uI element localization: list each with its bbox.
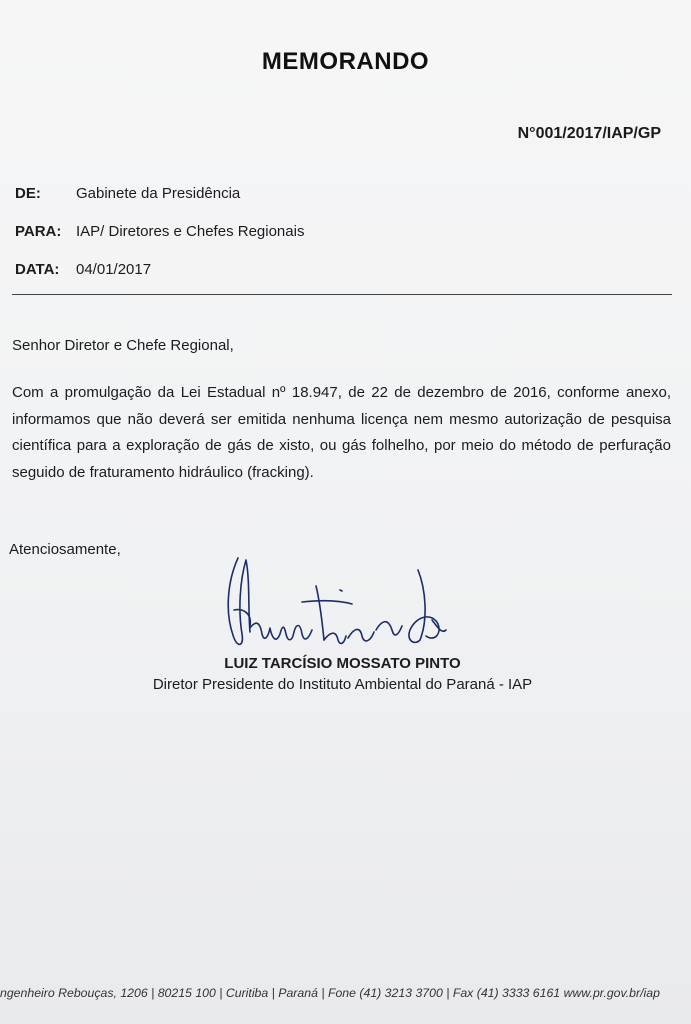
header-from [15, 185, 240, 202]
from-value: Gabinete da Presidência [76, 185, 241, 202]
memo-number: N°001/2017/IAP/GP [517, 125, 661, 142]
date-label: DATA: [15, 261, 60, 278]
date-value: 04/01/2017 [76, 261, 152, 278]
handwritten-signature [220, 550, 460, 665]
header-date [15, 261, 151, 278]
closing: Atenciosamente, [9, 541, 121, 558]
header-to [15, 223, 304, 240]
header-divider [12, 294, 672, 295]
signer-title-text: Diretor Presidente do Instituto Ambiental do Paraná - IAP [152, 676, 533, 693]
signer-name-text: LUIZ TARCÍSIO MOSSATO PINTO [224, 655, 461, 672]
body-paragraph: Com a promulgação da Lei Estadual nº 18.947, de 22 de dezembro de 2016, conforme anexo, informamos que não deverá ser emitida nenhuma licença nem mesmo autorização de pesquisa científica para a exploração de gás de xisto, ou gás folhelho, por meio do método de perfuração seguido de fraturamento hidráulico (fracking). [12, 384, 671, 481]
from-label: DE: [15, 185, 41, 202]
signer-title [0, 676, 691, 693]
memo-title: MEMORANDO [261, 48, 430, 75]
salutation: Senhor Diretor e Chefe Regional, [12, 337, 234, 354]
signer-name [0, 655, 691, 672]
to-label: PARA: [15, 223, 62, 240]
footer-address: ngenheiro Rebouças, 1206 | 80215 100 | Curitiba | Paraná | Fone (41) 3213 3700 | Fax (41) 3333 6161 www.pr.gov.br/iap [0, 986, 660, 1000]
to-value: IAP/ Diretores e Chefes Regionais [76, 223, 305, 240]
